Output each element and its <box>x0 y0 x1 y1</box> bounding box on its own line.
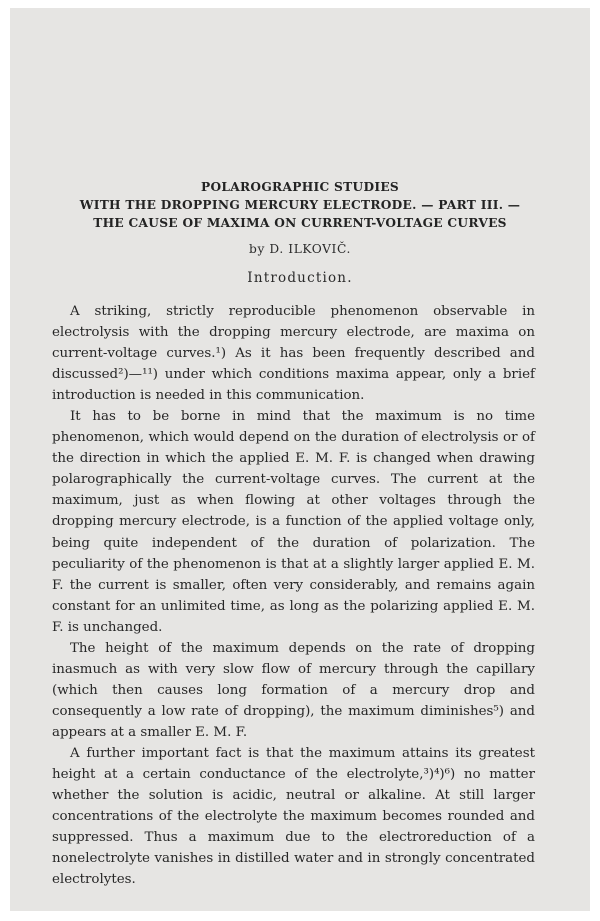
paragraph: It has to be borne in mind that the maximum is no time phenomenon, which would depend on the duration of electrolysis or of the direction in which the applied E. M. F. is changed when drawing polarographically the current-voltage curves. The current at the maximum, just as when flowing at other voltages through the dropping mercury electrode, is a function of the applied voltage only, being quite independent of the duration of polarization. The peculiarity of the phenomenon is that at a slightly larger applied E. M. F. the current is smaller, often very considerably, and remains again constant for an unlimited time, as long as the polarizing applied E. M. F. is unchanged. <box>52 409 535 635</box>
paragraph: A striking, strictly reproducible phenomenon observable in electrolysis with the dropping mercury electrode, are maxima on current-voltage curves.¹) As it has been frequently described and discussed²)—¹¹) under which conditions maxima appear, only a brief introduction is needed in this communication. <box>52 304 535 404</box>
title-line-3: THE CAUSE OF MAXIMA ON CURRENT-VOLTAGE CURVES <box>93 216 507 230</box>
paragraph: A further important fact is that the maximum attains its greatest height at a certain conductance of the electrolyte,³)⁴)⁶) no matter whether the solution is acidic, neutral or alkaline. At still larger concentrations of the electrolyte the maximum becomes rounded and suppressed. Thus a maximum due to the electroreduction of a nonelectrolyte vanishes in distilled water and in strongly concentrated electrolytes. <box>52 745 535 888</box>
author-byline: by D. ILKOVIČ. <box>249 242 351 256</box>
article-title <box>10 178 590 232</box>
title-line-2: WITH THE DROPPING MERCURY ELECTRODE. — PART III. — <box>79 198 521 212</box>
page-sheet <box>10 8 590 911</box>
section-heading-introduction: Introduction. <box>247 270 353 286</box>
body-text <box>52 301 535 890</box>
paragraph: The height of the maximum depends on the rate of dropping inasmuch as with very slow flow of mercury through the capillary (which then causes long formation of a mercury drop and consequently a low rate of dropping), the maximum diminishes⁵) and appears at a smaller E. M. F. <box>52 640 535 740</box>
title-line-1: POLAROGRAPHIC STUDIES <box>200 180 400 194</box>
